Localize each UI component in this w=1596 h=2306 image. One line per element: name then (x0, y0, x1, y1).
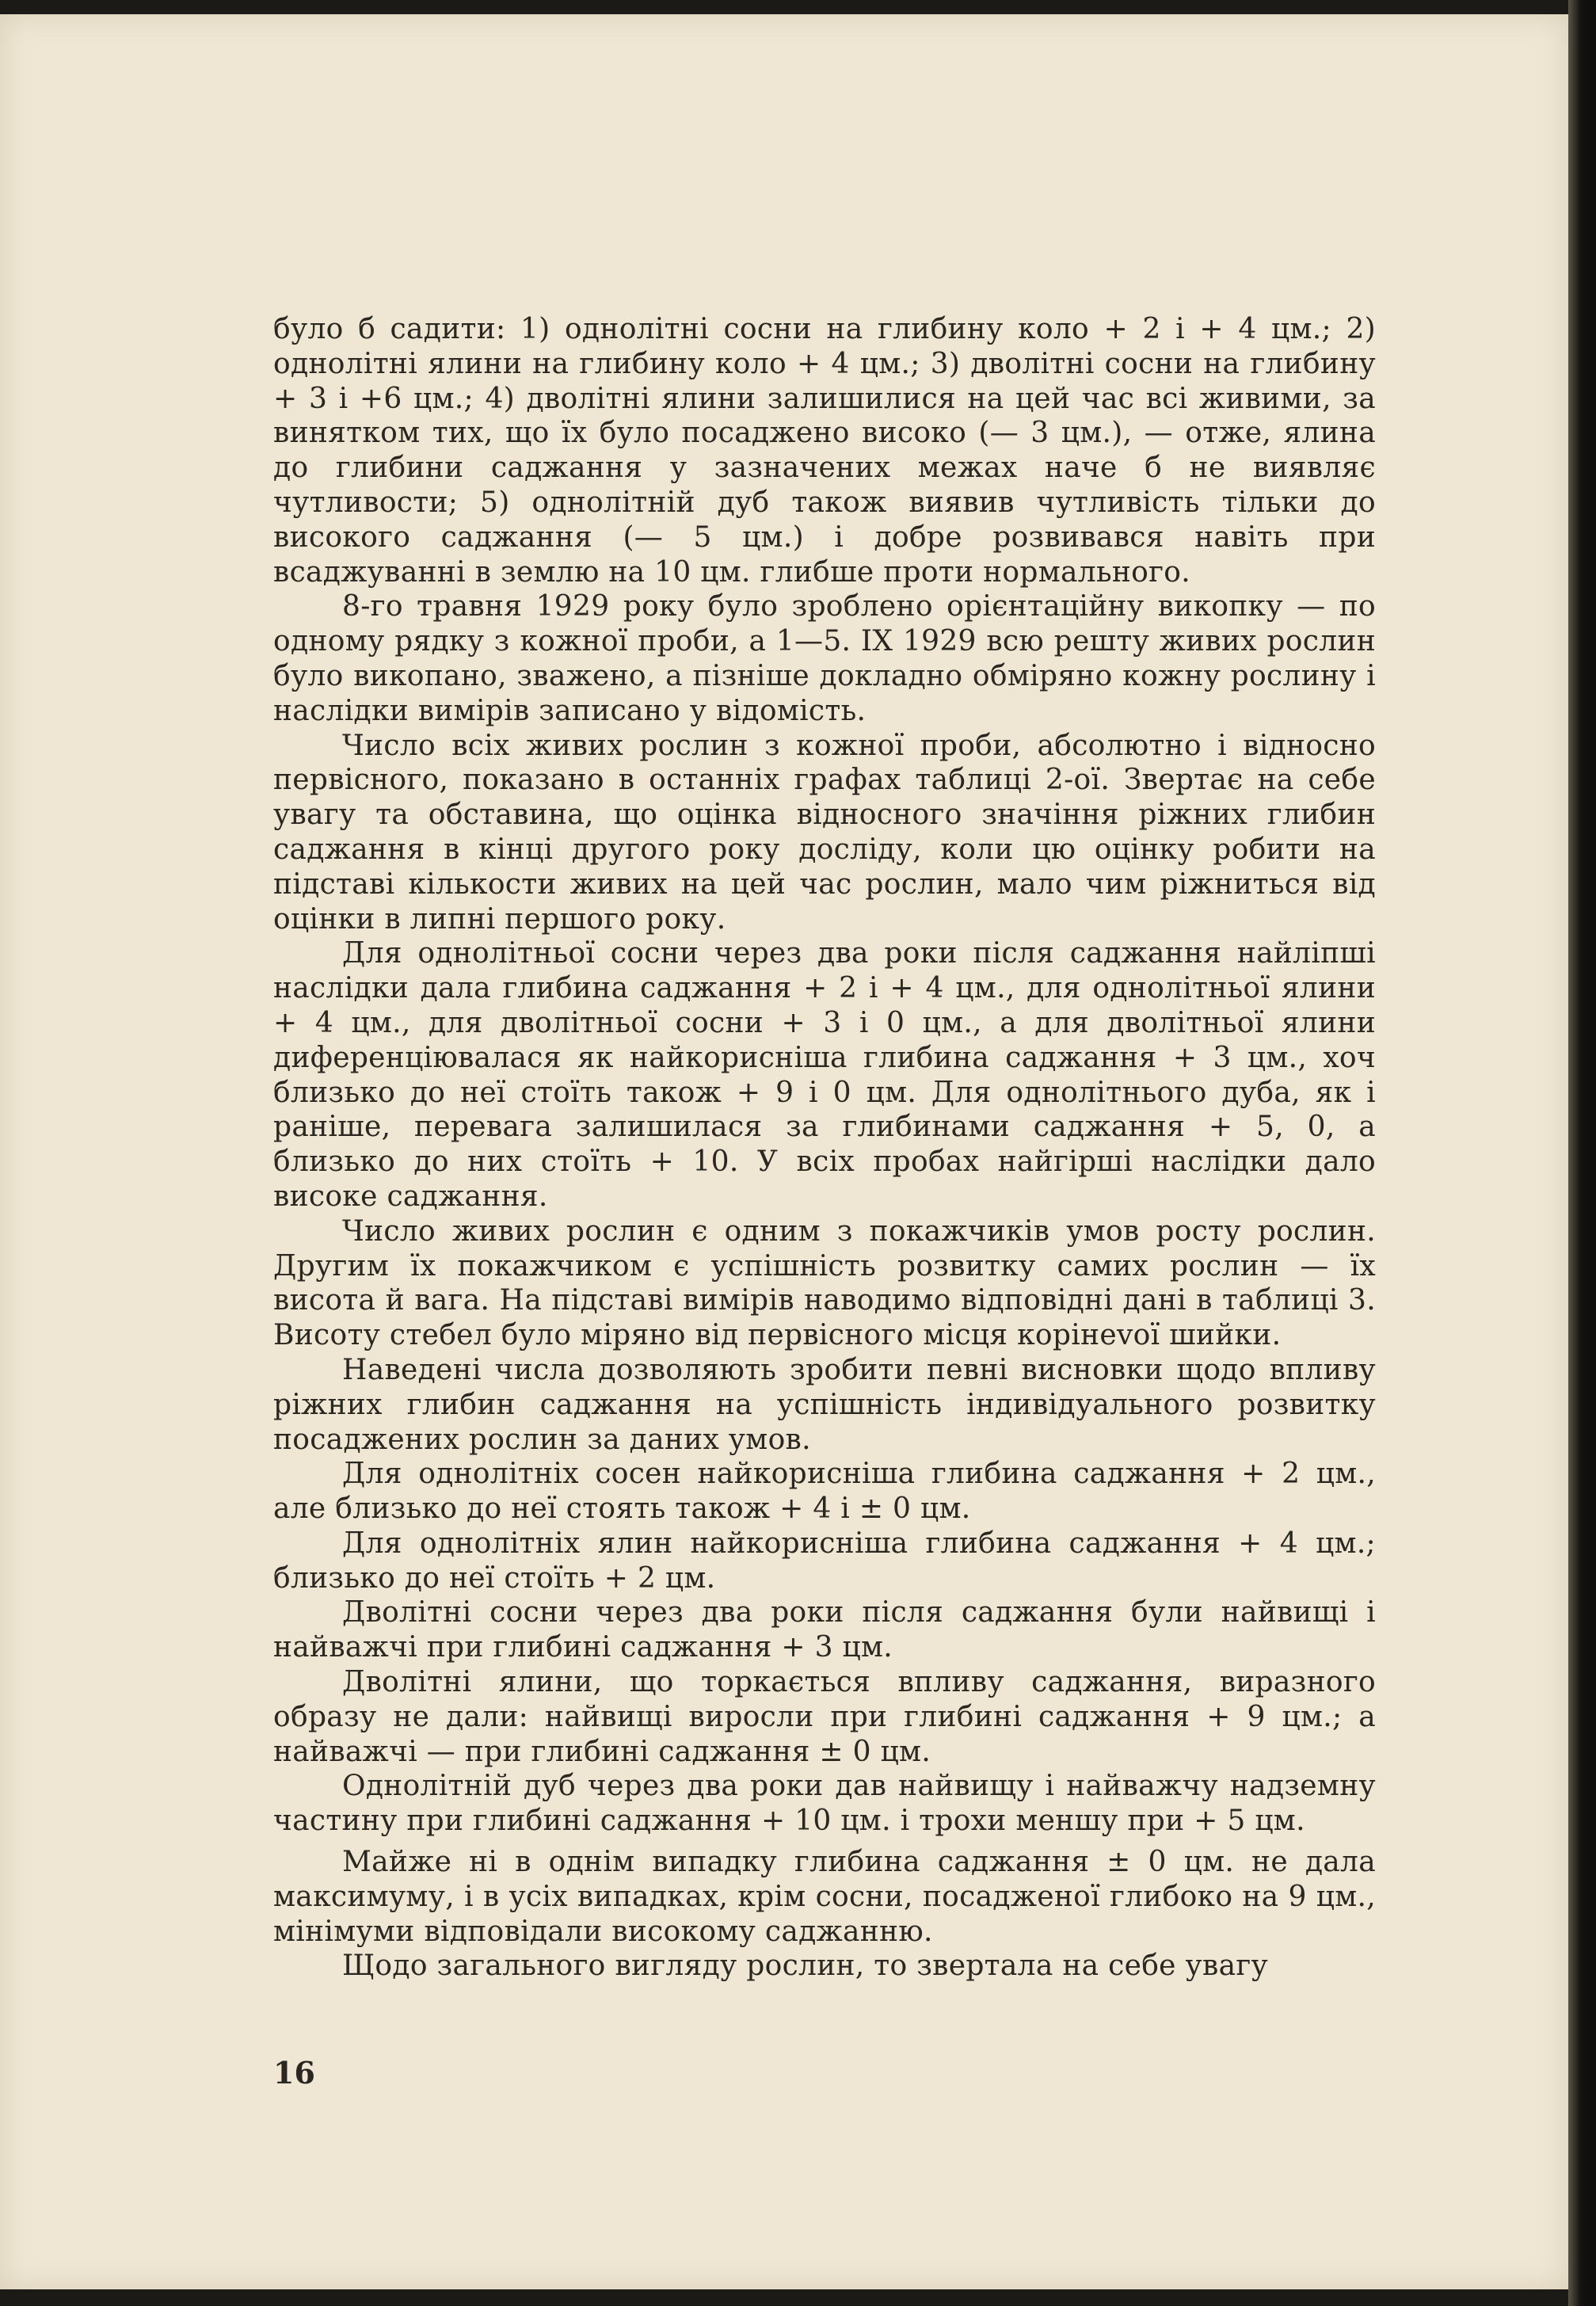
paragraph-10: Дволітні ялини, що торкається впливу саджання, виразного образу не дали: найвищі виросли при глибині саджання + 9 цм.; а найважчі — при глибині саджання ± 0 цм. (273, 1666, 1376, 1768)
paragraph-6: Наведені числа дозволяють зробити певні висновки щодо впливу ріжних глибин саджання на успішність індивідуального розвитку посаджених рослин за даних умов. (273, 1353, 1376, 1456)
book-page (0, 14, 1568, 2289)
paragraph-12: Майже ні в однім випадку глибина саджання ± 0 цм. не дала максимуму, і в усіх випадках, крім сосни, посадженої глибоко на 9 цм., мінімуми відповідали високому саджанню. (273, 1846, 1376, 1948)
paragraph-9: Дволітні сосни через два роки після саджання були найвищі і найважчі при глибині саджання + 3 цм. (273, 1596, 1376, 1664)
paragraph-11: Однолітній дуб через два роки дав найвищу і найважчу надземну частину при глибині саджання + 10 цм. і трохи меншу при + 5 цм. (273, 1770, 1376, 1838)
paragraph-3: Число всіх живих рослин з кожної проби, абсолютно і відносно первісного, показано в останніх графах таблиці 2-ої. Звертає на себе увагу та обставина, що оцінка відносного значіння ріжних глибин саджання в кінці другого року досліду, коли цю оцінку робити на підставі кількости живих на цей час рослин, мало чим ріжниться від оцінки в липні першого року. (273, 729, 1376, 936)
paragraph-1: було б садити: 1) однолітні сосни на глибину коло + 2 і + 4 цм.; 2) однолітні ялини на глибину коло + 4 цм.; 3) дволітні сосни на глибину + 3 і +6 цм.; 4) дволітні ялини залишилися на цей час всі живими, за винятком тих, що їх було посаджено високо (— 3 цм.), — отже, ялина до глибини саджання у зазначених межах наче б не виявляє чутливости; 5) однолітній дуб також виявив чутливість тільки до високого саджання (— 5 цм.) і добре розвивався навіть при всаджуванні в землю на 10 цм. глибше проти нормального. (273, 313, 1376, 589)
paragraph-13: Щодо загального вигляду рослин, то звертала на себе увагу (342, 1950, 1268, 1983)
body-text (273, 312, 1376, 1984)
paragraph-8: Для однолітніх ялин найкорисніша глибина саджання + 4 цм.; близько до неї стоїть + 2 цм. (273, 1527, 1376, 1595)
book-spine-edge (1568, 0, 1596, 2306)
paragraph-5: Число живих рослин є одним з покажчиків умов росту рослин. Другим їх покажчиком є успішність розвитку самих рослин — їх висота й вага. На підставі вимірів наводимо відповідні дані в таблиці 3. Висоту стебел було міряно від первісного місця корінevoї шийки. (273, 1214, 1376, 1352)
paragraph-2: 8-го травня 1929 року було зроблено орієнтаційну викопку — по одному рядку з кожної проби, а 1—5. IX 1929 всю решту живих рослин було викопано, зважено, а пізніше докладно обміряно кожну рослину і наслідки вимірів записано у відомість. (273, 590, 1376, 727)
paragraph-4: Для однолітньої сосни через два роки після саджання найліпші наслідки дала глибина саджання + 2 і + 4 цм., для однолітньої ялини + 4 цм., для дволітньої сосни + 3 і 0 цм., а для дволітньої ялини диференціювалася як найкорисніша глибина саджання + 3 цм., хоч близько до неї стоїть також + 9 і 0 цм. Для однолітнього дуба, як і раніше, перевага залишилася за глибинами саджання + 5, 0, а близько до них стоїть + 10. У всіх пробах найгірші наслідки дало високе саджання. (273, 937, 1376, 1213)
paragraph-7: Для однолітніх сосен найкорисніша глибина саджання + 2 цм., але близько до неї стоять також + 4 і ± 0 цм. (273, 1458, 1376, 1526)
page-number: 16 (273, 2055, 315, 2091)
